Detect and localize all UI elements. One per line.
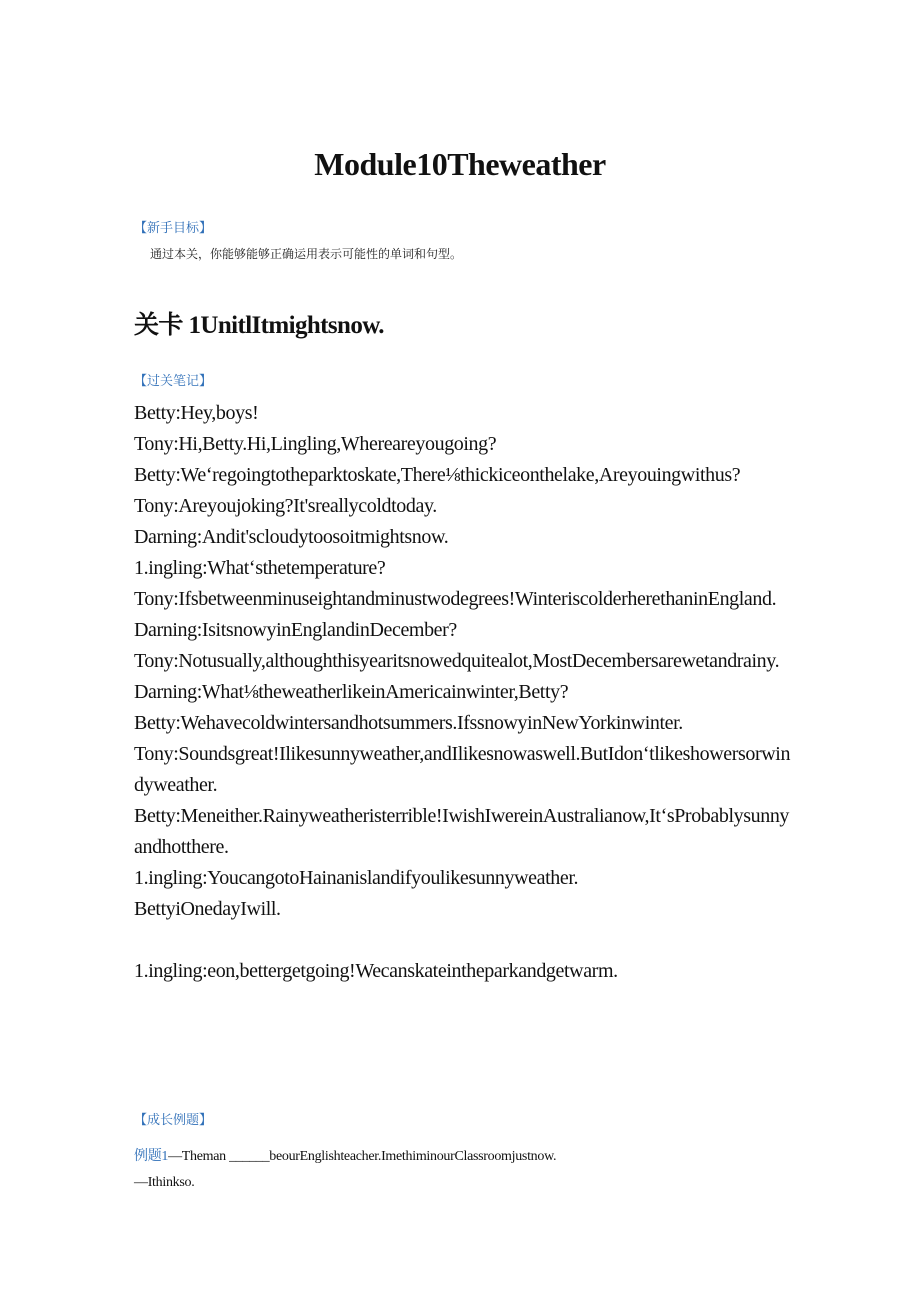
- dialogue-line: Tony:Ifsbetweenminuseightandminustwodegrees!WinteriscolderherethaninEngland.: [134, 588, 777, 610]
- dialogue-line: Betty:Hey,boys!: [134, 402, 259, 424]
- dialogue-line: Betty:We‘regoingtotheparktoskate,There⅛thickiceonthelake,Areyouingwithus?: [134, 464, 741, 486]
- goal-text: 通过本关，你能够能够正确运用表示可能性的单词和句型。: [150, 247, 463, 261]
- level-prefix: 关卡: [134, 310, 183, 339]
- level-heading: [134, 305, 384, 341]
- dialogue-line: Darning:What⅛theweatherlikeinAmericainwinter,Betty?: [134, 681, 569, 703]
- dialogue-line: 1.ingling:What‘sthetemperature?: [134, 557, 386, 579]
- dialogue-line: 1.ingling:eon,bettergetgoing!Wecanskateintheparkandgetwarm.: [134, 960, 618, 982]
- example-text: —Theman ______beourEnglishteacher.ImethiminourClassroomjustnow.: [168, 1149, 557, 1164]
- dialogue-line: Betty:Meneither.Rainyweatheristerrible!IwishIwereinAustralianow,It‘sProbablysunnyandhotthere.: [134, 805, 790, 858]
- goal-tag: 【新手目标】: [134, 221, 213, 236]
- dialogue-line: Tony:Areyoujoking?It'sreallycoldtoday.: [134, 495, 437, 517]
- dialogue-line: Darning:Andit'scloudytoosoitmightsnow.: [134, 526, 449, 548]
- dialogue-line: Darning:IsitsnowyinEnglandinDecember?: [134, 619, 457, 641]
- page-title: Module10Theweather: [314, 146, 606, 182]
- dialogue-line: Tony:Notusually,althoughthisyearitsnowedquitealot,MostDecembersarewetandrainy.: [134, 650, 780, 672]
- level-title: 1UnitlItmightsnow.: [188, 312, 384, 339]
- example-answer: —Ithinkso.: [134, 1175, 195, 1190]
- example-label: 例题1: [134, 1149, 169, 1164]
- growth-tag: 【成长例题】: [134, 1113, 213, 1128]
- notes-tag: 【过关笔记】: [134, 374, 213, 389]
- dialogue-line: Tony:Soundsgreat!Ilikesunnyweather,andIlikesnowaswell.ButIdon‘tlikeshowersorwindyweather.: [134, 743, 791, 796]
- dialogue-line: BettyiOnedayIwill.: [134, 898, 281, 920]
- dialogue-line: 1.ingling:YoucangotoHainanislandifyoulikesunnyweather.: [134, 867, 579, 889]
- dialogue-line: Tony:Hi,Betty.Hi,Lingling,Whereareyougoing?: [134, 433, 497, 455]
- example-question: [134, 1145, 556, 1165]
- dialogue-list: [134, 398, 794, 987]
- dialogue-line: Betty:Wehavecoldwintersandhotsummers.IfssnowyinNewYorkinwinter.: [134, 712, 683, 734]
